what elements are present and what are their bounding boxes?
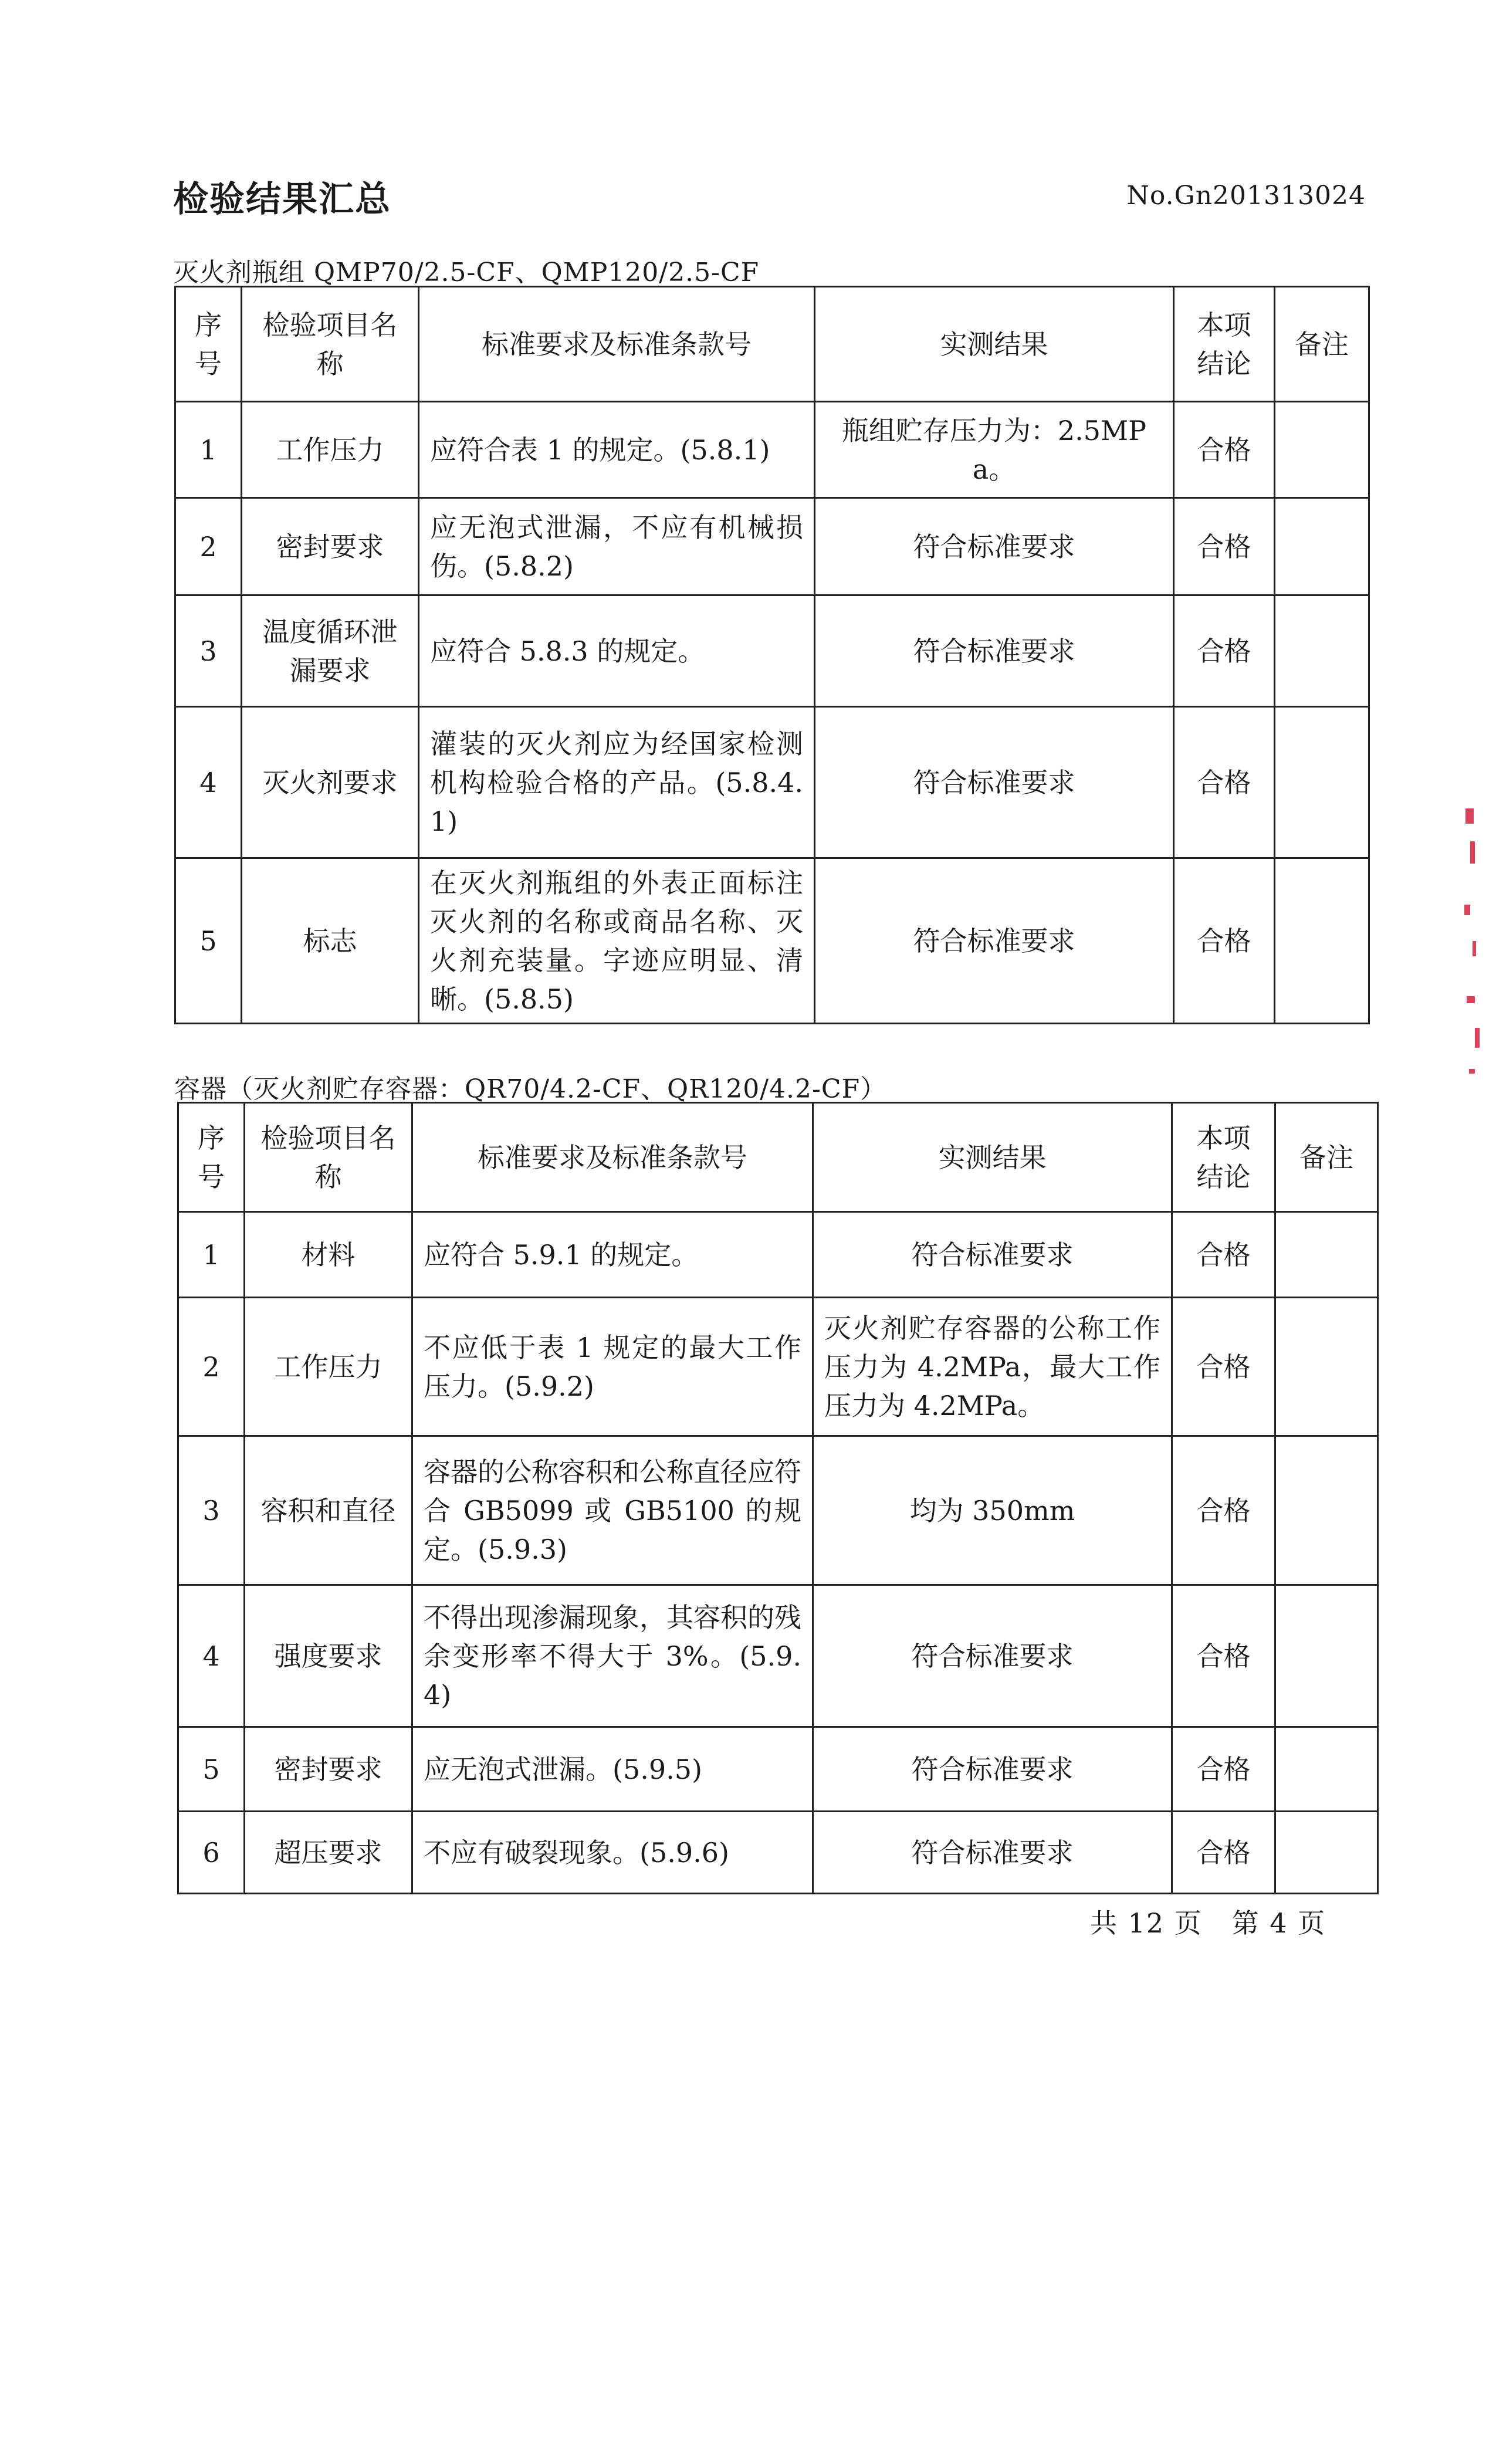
row-result: 符合标准要求 xyxy=(813,1727,1172,1812)
row-no: 2 xyxy=(178,1298,245,1436)
row-item: 超压要求 xyxy=(245,1812,412,1894)
row-result: 符合标准要求 xyxy=(815,707,1174,858)
row-result: 符合标准要求 xyxy=(813,1585,1172,1727)
row-no: 1 xyxy=(178,1212,245,1298)
row-no: 5 xyxy=(175,858,242,1024)
table-row xyxy=(178,1585,1378,1727)
row-item: 工作压力 xyxy=(245,1298,412,1436)
row-requirement: 在灭火剂瓶组的外表正面标注灭火剂的名称或商品名称、灭火剂充装量。字迹应明显、清晰。(5.8.5) xyxy=(419,858,815,1024)
row-remark xyxy=(1275,707,1369,858)
row-item: 密封要求 xyxy=(245,1727,412,1812)
col-header-result: 实测结果 xyxy=(815,287,1174,402)
table-row xyxy=(175,858,1369,1024)
row-item: 密封要求 xyxy=(242,498,419,595)
section-title-cylinder-group: 灭火剂瓶组 QMP70/2.5-CF、QMP120/2.5-CF xyxy=(173,258,760,287)
page-title: 检验结果汇总 xyxy=(173,179,391,220)
row-conclusion: 合格 xyxy=(1172,1812,1275,1894)
row-conclusion: 合格 xyxy=(1174,707,1275,858)
row-requirement: 不应有破裂现象。(5.9.6) xyxy=(412,1812,813,1894)
table-row xyxy=(178,1812,1378,1894)
row-requirement: 应无泡式泄漏。(5.9.5) xyxy=(412,1727,813,1812)
table-row xyxy=(178,1727,1378,1812)
row-item: 标志 xyxy=(242,858,419,1024)
row-item: 强度要求 xyxy=(245,1585,412,1727)
row-remark xyxy=(1275,1212,1378,1298)
table-row xyxy=(175,707,1369,858)
row-remark xyxy=(1275,498,1369,595)
row-conclusion: 合格 xyxy=(1174,498,1275,595)
row-item: 工作压力 xyxy=(242,402,419,498)
report-number: No.Gn201313024 xyxy=(1126,181,1366,211)
page-number xyxy=(1090,1902,1326,1941)
col-header-conclusion: 本项结论 xyxy=(1174,287,1275,402)
col-header-no: 序号 xyxy=(178,1103,245,1212)
col-header-remark: 备注 xyxy=(1275,287,1369,402)
row-result: 灭火剂贮存容器的公称工作压力为 4.2MPa，最大工作压力为 4.2MPa。 xyxy=(813,1298,1172,1436)
row-remark xyxy=(1275,402,1369,498)
row-remark xyxy=(1275,1812,1378,1894)
table-row xyxy=(178,1436,1378,1585)
row-no: 3 xyxy=(175,595,242,707)
row-requirement: 容器的公称容积和公称直径应符合 GB5099 或 GB5100 的规定。(5.9.3) xyxy=(412,1436,813,1585)
row-no: 6 xyxy=(178,1812,245,1894)
table-header-row xyxy=(175,287,1369,402)
row-result: 符合标准要求 xyxy=(813,1812,1172,1894)
row-item: 温度循环泄漏要求 xyxy=(242,595,419,707)
row-remark xyxy=(1275,1436,1378,1585)
row-remark xyxy=(1275,1298,1378,1436)
col-header-item: 检验项目名称 xyxy=(242,287,419,402)
col-header-requirement: 标准要求及标准条款号 xyxy=(412,1103,813,1212)
row-requirement: 应符合 5.9.1 的规定。 xyxy=(412,1212,813,1298)
row-result: 瓶组贮存压力为：2.5MPa。 xyxy=(815,402,1174,498)
col-header-no: 序号 xyxy=(175,287,242,402)
table-row xyxy=(175,595,1369,707)
row-result: 符合标准要求 xyxy=(813,1212,1172,1298)
row-remark xyxy=(1275,1727,1378,1812)
col-header-remark: 备注 xyxy=(1275,1103,1378,1212)
table-row xyxy=(175,402,1369,498)
row-conclusion: 合格 xyxy=(1172,1212,1275,1298)
row-conclusion: 合格 xyxy=(1172,1436,1275,1585)
row-result: 均为 350mm xyxy=(813,1436,1172,1585)
row-conclusion: 合格 xyxy=(1174,402,1275,498)
row-conclusion: 合格 xyxy=(1174,595,1275,707)
row-item: 容积和直径 xyxy=(245,1436,412,1585)
row-result: 符合标准要求 xyxy=(815,858,1174,1024)
row-no: 4 xyxy=(175,707,242,858)
table-row xyxy=(178,1212,1378,1298)
col-header-item: 检验项目名称 xyxy=(245,1103,412,1212)
table-row xyxy=(178,1298,1378,1436)
row-no: 2 xyxy=(175,498,242,595)
inspection-table-container xyxy=(177,1102,1379,1894)
row-remark xyxy=(1275,858,1369,1024)
row-conclusion: 合格 xyxy=(1172,1727,1275,1812)
row-conclusion: 合格 xyxy=(1172,1585,1275,1727)
row-requirement: 应符合 5.8.3 的规定。 xyxy=(419,595,815,707)
row-no: 1 xyxy=(175,402,242,498)
row-no: 5 xyxy=(178,1727,245,1812)
row-requirement: 灌装的灭火剂应为经国家检测机构检验合格的产品。(5.8.4.1) xyxy=(419,707,815,858)
inspection-table-cylinder-group xyxy=(174,286,1370,1024)
row-result: 符合标准要求 xyxy=(815,498,1174,595)
col-header-conclusion: 本项结论 xyxy=(1172,1103,1275,1212)
row-remark xyxy=(1275,1585,1378,1727)
row-requirement: 不得出现渗漏现象，其容积的残余变形率不得大于 3%。(5.9.4) xyxy=(412,1585,813,1727)
row-remark xyxy=(1275,595,1369,707)
col-header-result: 实测结果 xyxy=(813,1103,1172,1212)
row-no: 3 xyxy=(178,1436,245,1585)
row-requirement: 不应低于表 1 规定的最大工作压力。(5.9.2) xyxy=(412,1298,813,1436)
total-pages: 共 12 页 xyxy=(1090,1907,1203,1939)
row-no: 4 xyxy=(178,1585,245,1727)
col-header-requirement: 标准要求及标准条款号 xyxy=(419,287,815,402)
table-header-row xyxy=(178,1103,1378,1212)
section-title-container: 容器（灭火剂贮存容器：QR70/4.2-CF、QR120/4.2-CF） xyxy=(174,1074,887,1104)
row-requirement: 应符合表 1 的规定。(5.8.1) xyxy=(419,402,815,498)
current-page: 第 4 页 xyxy=(1231,1907,1326,1939)
row-conclusion: 合格 xyxy=(1174,858,1275,1024)
row-item: 灭火剂要求 xyxy=(242,707,419,858)
table-row xyxy=(175,498,1369,595)
row-conclusion: 合格 xyxy=(1172,1298,1275,1436)
row-requirement: 应无泡式泄漏，不应有机械损伤。(5.8.2) xyxy=(419,498,815,595)
row-item: 材料 xyxy=(245,1212,412,1298)
row-result: 符合标准要求 xyxy=(815,595,1174,707)
